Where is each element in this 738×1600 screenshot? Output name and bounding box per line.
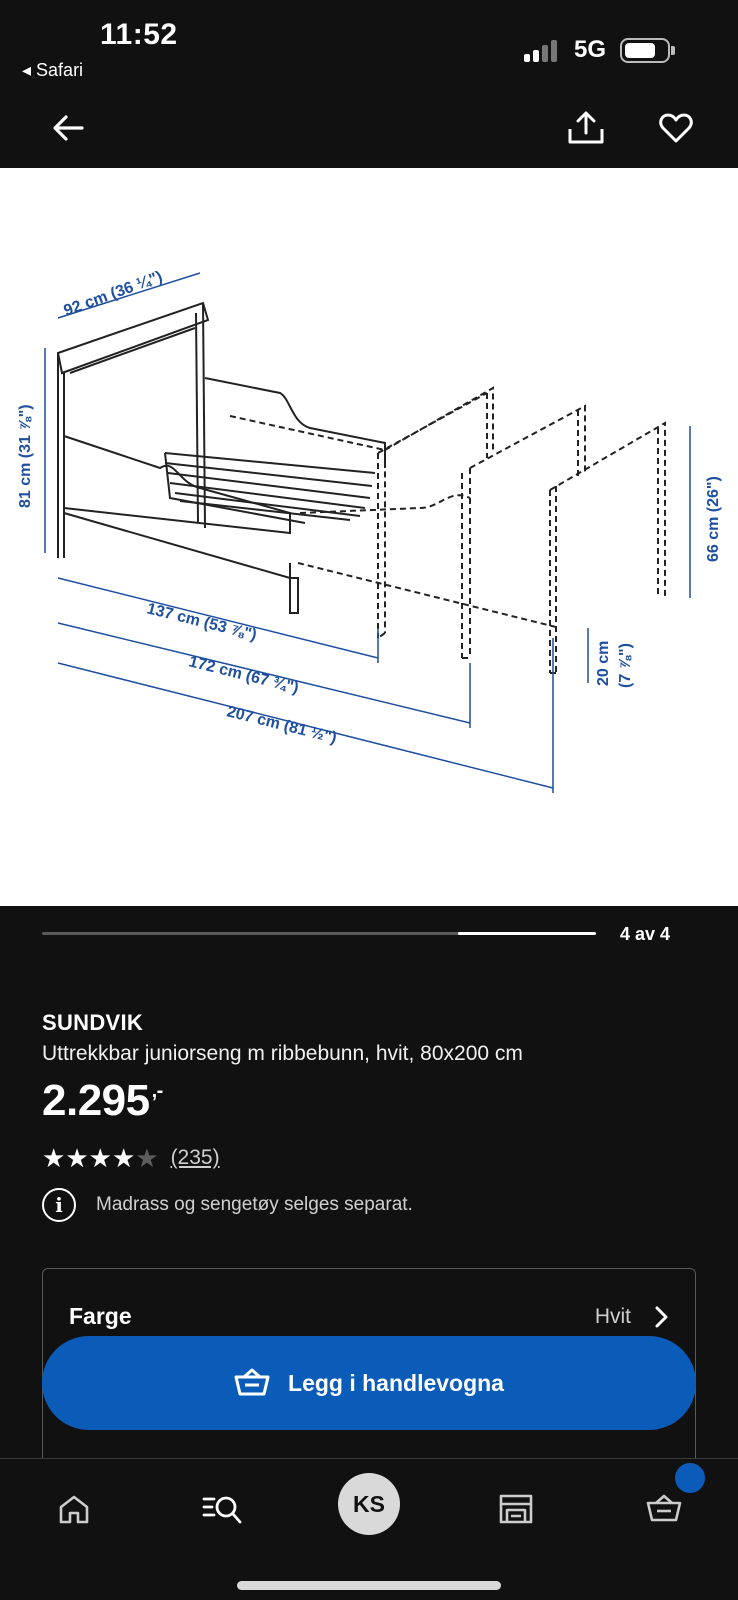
heart-icon	[659, 113, 693, 143]
basket-icon	[234, 1368, 270, 1398]
dim-height-label: 81 cm (31 ⅞")	[17, 404, 34, 508]
product-image-carousel[interactable]	[0, 168, 738, 906]
share-icon	[567, 111, 605, 145]
home-icon	[58, 1494, 90, 1524]
gallery-progress-track	[42, 932, 596, 935]
tab-search[interactable]	[194, 1481, 250, 1537]
top-nav-bar	[0, 88, 738, 168]
dim-footboard-label: 66 cm (26")	[705, 476, 722, 562]
product-price	[42, 1076, 163, 1126]
favorite-button[interactable]	[650, 102, 702, 154]
star-rating	[42, 1144, 159, 1172]
add-to-cart-button[interactable]	[42, 1336, 696, 1430]
battery-tip	[671, 46, 675, 55]
price-suffix: ,-	[151, 1080, 163, 1102]
cellular-signal-icon	[524, 38, 562, 62]
tab-home[interactable]	[46, 1481, 102, 1537]
network-type: 5G	[574, 36, 607, 63]
star-icon: ★	[111, 1143, 136, 1173]
gallery-progress-fill	[458, 932, 597, 935]
dim-length-min-label: 137 cm (53 ⅞")	[145, 600, 259, 645]
color-option-label: Farge	[69, 1303, 132, 1329]
star-icon: ★	[88, 1143, 112, 1173]
home-indicator	[237, 1581, 501, 1590]
clock-time: 11:52	[100, 18, 178, 51]
dim-length-mid-label: 172 cm (67 ¾")	[187, 653, 301, 698]
info-icon: i	[42, 1188, 76, 1222]
back-button[interactable]	[42, 102, 94, 154]
separate-sale-notice	[42, 1188, 413, 1222]
review-count-link[interactable]: (235)	[170, 1146, 220, 1169]
store-icon	[498, 1493, 534, 1525]
status-bar	[0, 0, 738, 88]
tab-stores[interactable]	[488, 1481, 544, 1537]
add-to-cart-label: Legg i handlevogna	[288, 1369, 504, 1396]
search-list-icon	[202, 1493, 242, 1525]
dim-clearance-inch-label: (7 ⅞")	[617, 643, 634, 688]
product-description: Uttrekkbar juniorseng m ribbebunn, hvit, 80x200 cm	[42, 1042, 523, 1065]
cart-badge	[675, 1463, 705, 1493]
notice-text: Madrass og sengetøy selges separat.	[96, 1194, 413, 1215]
profile-avatar[interactable]: KS	[338, 1473, 400, 1535]
back-to-safari-link[interactable]: ◂ Safari	[22, 60, 84, 80]
basket-icon	[646, 1494, 682, 1524]
star-icon: ★	[65, 1143, 89, 1173]
bed-dimension-diagram	[0, 168, 738, 906]
color-option-value: Hvit	[594, 1305, 631, 1328]
star-icon: ★	[135, 1143, 159, 1173]
chevron-right-icon	[649, 1303, 673, 1331]
dim-width-label: 92 cm (36 ¼")	[61, 268, 165, 320]
gallery-page-count: 4 av 4	[620, 924, 671, 944]
share-button[interactable]	[560, 102, 612, 154]
battery-icon	[620, 38, 670, 63]
dim-length-max-label: 207 cm (81 ½")	[225, 703, 339, 748]
bottom-tab-bar	[0, 1458, 738, 1600]
product-brand: SUNDVIK	[42, 1010, 144, 1035]
star-icon: ★	[42, 1143, 66, 1173]
dim-clearance-label: 20 cm	[595, 640, 612, 686]
rating-row[interactable]	[42, 1144, 220, 1172]
arrow-left-icon	[52, 114, 84, 142]
price-value: 2.295	[42, 1076, 150, 1125]
